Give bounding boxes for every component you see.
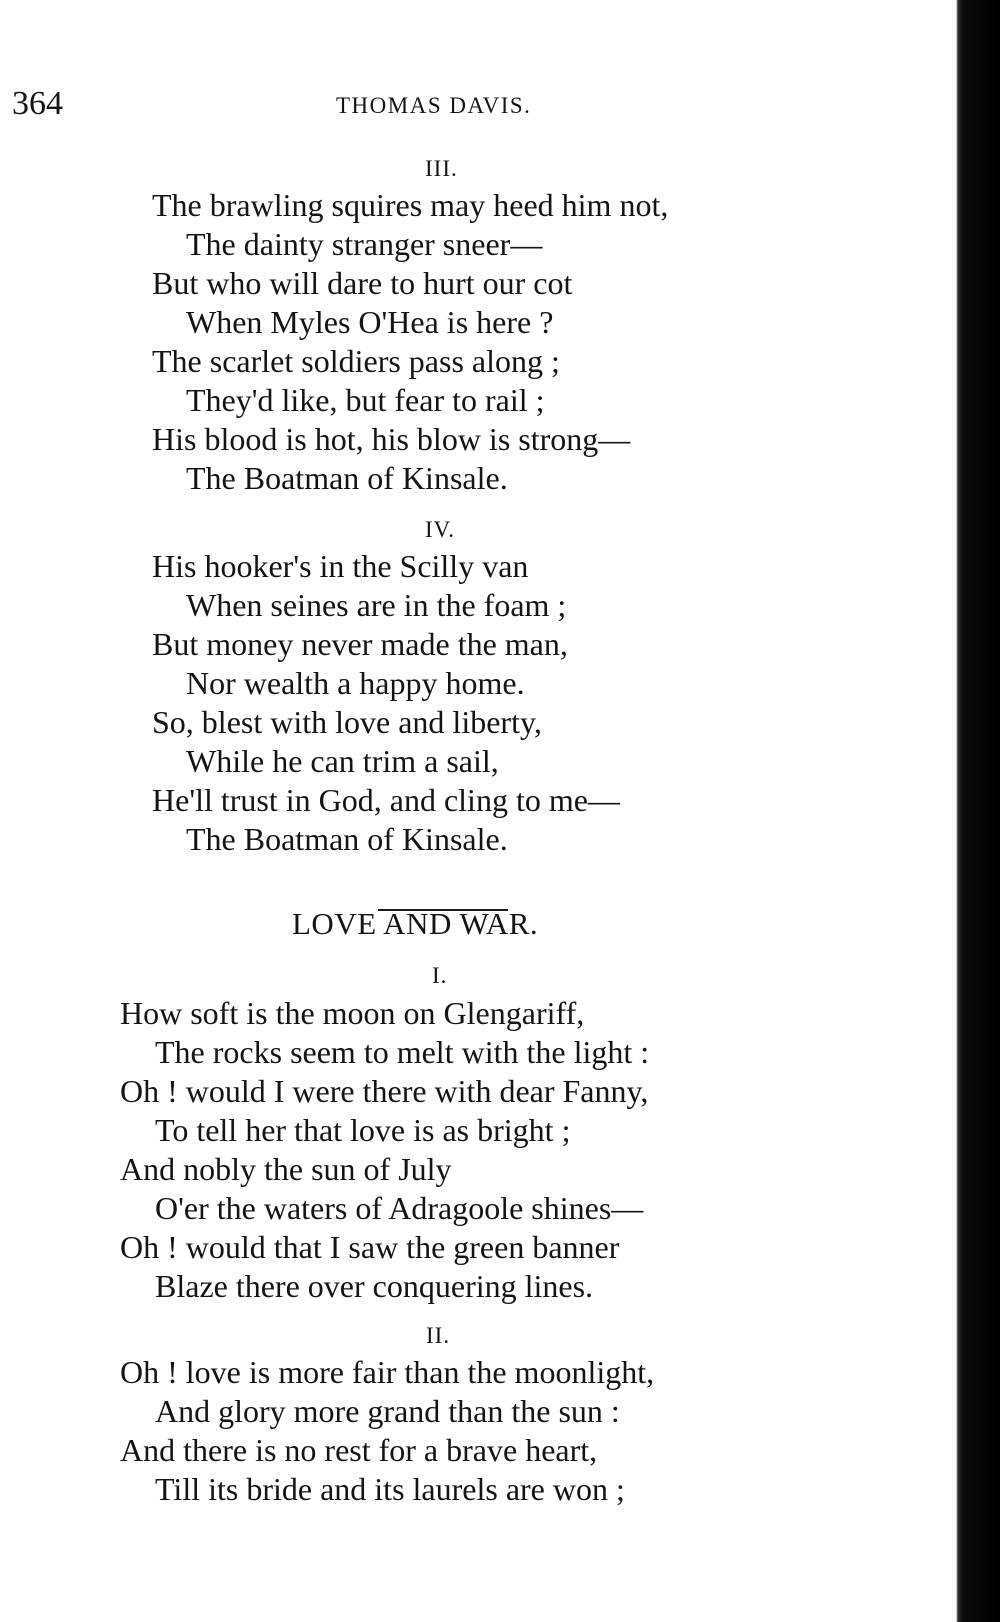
poem-line: How soft is the moon on Glengariff,	[120, 995, 585, 1031]
page-number: 364	[12, 85, 63, 122]
stanza-numeral: II.	[426, 1323, 451, 1348]
poem-line: And there is no rest for a brave heart,	[120, 1432, 598, 1468]
poem-line: Oh ! would I were there with dear Fanny,	[120, 1073, 649, 1109]
poem-line: The rocks seem to melt with the light :	[155, 1034, 650, 1070]
poem-line: Oh ! love is more fair than the moonlight,	[120, 1354, 655, 1390]
poem-line: His blood is hot, his blow is strong—	[152, 421, 631, 457]
poem-line: When Myles O'Hea is here ?	[186, 304, 554, 340]
binding-edge-shadow	[954, 0, 1000, 1622]
poem-line: When seines are in the foam ;	[186, 587, 567, 623]
poem-line: The Boatman of Kinsale.	[186, 460, 508, 496]
poem-line: Oh ! would that I saw the green banner	[120, 1229, 620, 1265]
poem-line: The Boatman of Kinsale.	[186, 821, 508, 857]
poem-line: But money never made the man,	[152, 626, 568, 662]
poem-line: O'er the waters of Adragoole shines—	[155, 1190, 644, 1226]
poem-line: The brawling squires may heed him not,	[152, 187, 669, 223]
poem-line: So, blest with love and liberty,	[152, 704, 542, 740]
poem-line: He'll trust in God, and cling to me—	[152, 782, 620, 818]
poem-line: And glory more grand than the sun :	[155, 1393, 620, 1429]
poem-line: While he can trim a sail,	[186, 743, 499, 779]
poem-line: And nobly the sun of July	[120, 1151, 452, 1187]
stanza-numeral: IV.	[425, 517, 456, 542]
poem-title: LOVE AND WAR.	[292, 906, 539, 941]
poem-line: Till its bride and its laurels are won ;	[155, 1471, 625, 1507]
poem-line: His hooker's in the Scilly van	[152, 548, 529, 584]
poem-line: The scarlet soldiers pass along ;	[152, 343, 560, 379]
poem-line: But who will dare to hurt our cot	[152, 265, 573, 301]
poem-line: Nor wealth a happy home.	[186, 665, 525, 701]
poem-line: To tell her that love is as bright ;	[155, 1112, 571, 1148]
poem-line: The dainty stranger sneer—	[186, 226, 543, 262]
poem-line: Blaze there over conquering lines.	[155, 1268, 594, 1304]
stanza-numeral: III.	[425, 156, 458, 181]
stanza-numeral: I.	[432, 963, 448, 988]
poem-line: They'd like, but fear to rail ;	[186, 382, 545, 418]
running-title: THOMAS DAVIS.	[336, 93, 532, 118]
